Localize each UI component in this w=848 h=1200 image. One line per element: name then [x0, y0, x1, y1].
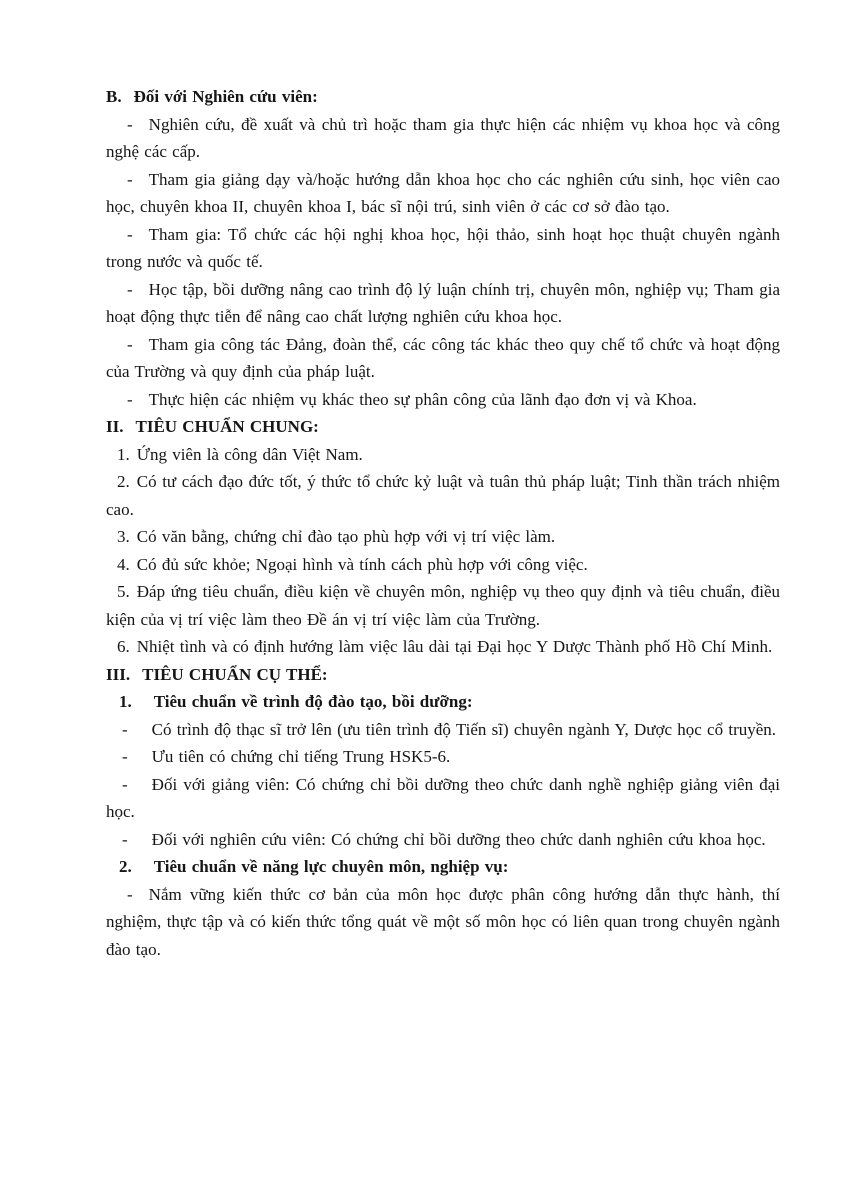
section-heading [106, 688, 780, 716]
body-paragraph [106, 826, 780, 854]
paragraph-text: Nghiên cứu, đề xuất và chủ trì hoặc tham gia thực hiện các nhiệm vụ khoa học và công nghệ các cấp. [106, 114, 780, 161]
body-paragraph [106, 441, 780, 469]
paragraph-text: Ứng viên là công dân Việt Nam. [136, 444, 363, 464]
paragraph-text: Ưu tiên có chứng chỉ tiếng Trung HSK5-6. [151, 747, 451, 766]
paragraph-marker: - [127, 279, 133, 299]
marker-gap [132, 706, 154, 707]
paragraph-marker: - [127, 334, 133, 354]
body-paragraph [106, 166, 780, 221]
paragraph-marker: - [122, 774, 128, 794]
paragraph-text: Tham gia giảng dạy và/hoặc hướng dẫn khoa học cho các nghiên cứu sinh, học viên cao học, chuyên khoa II, chuyên khoa I, bác sĩ nội trú, sinh viên ở các cơ sở đào tạo. [106, 169, 780, 216]
body-paragraph [106, 881, 780, 964]
marker-gap [133, 129, 149, 130]
section-heading [106, 83, 780, 111]
paragraph-text: Có văn bằng, chứng chỉ đào tạo phù hợp với vị trí việc làm. [136, 527, 556, 546]
marker-gap [123, 431, 135, 432]
marker-gap [128, 789, 152, 790]
marker-gap [133, 294, 149, 295]
paragraph-marker: - [122, 719, 128, 739]
paragraph-marker: 2. [117, 472, 130, 491]
body-paragraph [106, 386, 780, 414]
marker-gap [133, 899, 149, 900]
paragraph-text: Có trình độ thạc sĩ trở lên (ưu tiên trình độ Tiến sĩ) chuyên ngành Y, Dược học cổ truyền. [151, 719, 777, 739]
body-paragraph [106, 111, 780, 166]
body-paragraph [106, 771, 780, 826]
paragraph-marker: 1. [117, 444, 130, 464]
marker-gap [133, 184, 149, 185]
paragraph-text: Tiêu chuẩn về trình độ đào tạo, bồi dưỡng: [153, 692, 473, 711]
paragraph-marker: II. [106, 417, 124, 436]
paragraph-marker: 6. [117, 637, 130, 656]
paragraph-text: Có đủ sức khỏe; Ngoại hình và tính cách phù hợp với công việc. [136, 554, 588, 574]
body-paragraph [106, 221, 780, 276]
marker-gap [128, 844, 152, 845]
paragraph-marker: III. [106, 664, 131, 684]
body-paragraph [106, 743, 780, 771]
marker-gap [133, 404, 149, 405]
paragraph-text: Tham gia công tác Đảng, đoàn thể, các công tác khác theo quy chế tổ chức và hoạt động của Trường và quy định của pháp luật. [106, 334, 780, 381]
paragraph-text: TIÊU CHUẨN CHUNG: [135, 417, 319, 436]
paragraph-marker: - [122, 747, 128, 766]
paragraph-marker: 3. [117, 527, 130, 546]
paragraph-text: Đối với Nghiên cứu viên: [133, 87, 318, 106]
paragraph-marker: - [127, 389, 133, 409]
paragraph-text: TIÊU CHUẨN CỤ THỂ: [142, 664, 328, 684]
paragraph-marker: 1. [119, 692, 132, 711]
document-content [106, 83, 780, 963]
body-paragraph [106, 523, 780, 551]
paragraph-text: Có tư cách đạo đức tốt, ý thức tổ chức kỷ luật và tuân thủ pháp luật; Tinh thần trách nhiệm cao. [106, 472, 780, 519]
section-heading [106, 413, 780, 441]
marker-gap [130, 459, 137, 460]
paragraph-marker: - [127, 114, 133, 134]
paragraph-marker: - [127, 169, 133, 189]
paragraph-marker: - [122, 829, 128, 849]
marker-gap [133, 349, 149, 350]
paragraph-text: Tham gia: Tổ chức các hội nghị khoa học, hội thảo, sinh hoạt học thuật chuyên ngành trong nước và quốc tế. [106, 224, 780, 271]
body-paragraph [106, 331, 780, 386]
paragraph-marker: - [127, 884, 133, 904]
body-paragraph [106, 276, 780, 331]
body-paragraph [106, 578, 780, 633]
marker-gap [133, 239, 149, 240]
marker-gap [130, 679, 142, 680]
paragraph-text: Nắm vững kiến thức cơ bản của môn học được phân công hướng dẫn thực hành, thí nghiệm, thực tập và có kiến thức tổng quát về một số môn học có liên quan trong chuyên ngành đào tạo. [106, 884, 780, 959]
paragraph-text: Tiêu chuẩn về năng lực chuyên môn, nghiệp vụ: [153, 857, 509, 876]
paragraph-marker: 4. [117, 554, 130, 574]
paragraph-marker: 5. [117, 582, 130, 601]
marker-gap [130, 486, 137, 487]
marker-gap [132, 871, 154, 872]
body-paragraph [106, 551, 780, 579]
paragraph-text: Học tập, bồi dưỡng nâng cao trình độ lý luận chính trị, chuyên môn, nghiệp vụ; Tham gia hoạt động thực tiễn để nâng cao chất lượng nghiên cứu khoa học. [106, 279, 780, 326]
body-paragraph [106, 468, 780, 523]
paragraph-text: Nhiệt tình và có định hướng làm việc lâu dài tại Đại học Y Dược Thành phố Hồ Chí Minh. [136, 637, 773, 656]
paragraph-marker: B. [106, 87, 122, 106]
marker-gap [122, 101, 134, 102]
paragraph-text: Đối với giảng viên: Có chứng chỉ bồi dưỡng theo chức danh nghề nghiệp giảng viên đại học. [106, 774, 780, 821]
paragraph-marker: - [127, 224, 133, 244]
paragraph-text: Đáp ứng tiêu chuẩn, điều kiện về chuyên môn, nghiệp vụ theo quy định và tiêu chuẩn, điều kiện của vị trí việc làm theo Đề án vị trí việc làm của Trường. [106, 582, 780, 629]
marker-gap [128, 734, 152, 735]
marker-gap [128, 761, 152, 762]
body-paragraph [106, 633, 780, 661]
section-heading [106, 853, 780, 881]
paragraph-text: Đối với nghiên cứu viên: Có chứng chỉ bồi dưỡng theo chức danh nghiên cứu khoa học. [151, 829, 766, 849]
marker-gap [130, 596, 137, 597]
marker-gap [130, 569, 137, 570]
marker-gap [130, 541, 137, 542]
body-paragraph [106, 716, 780, 744]
marker-gap [130, 651, 137, 652]
paragraph-marker: 2. [119, 857, 132, 876]
paragraph-text: Thực hiện các nhiệm vụ khác theo sự phân công của lãnh đạo đơn vị và Khoa. [148, 389, 697, 409]
section-heading [106, 661, 780, 689]
